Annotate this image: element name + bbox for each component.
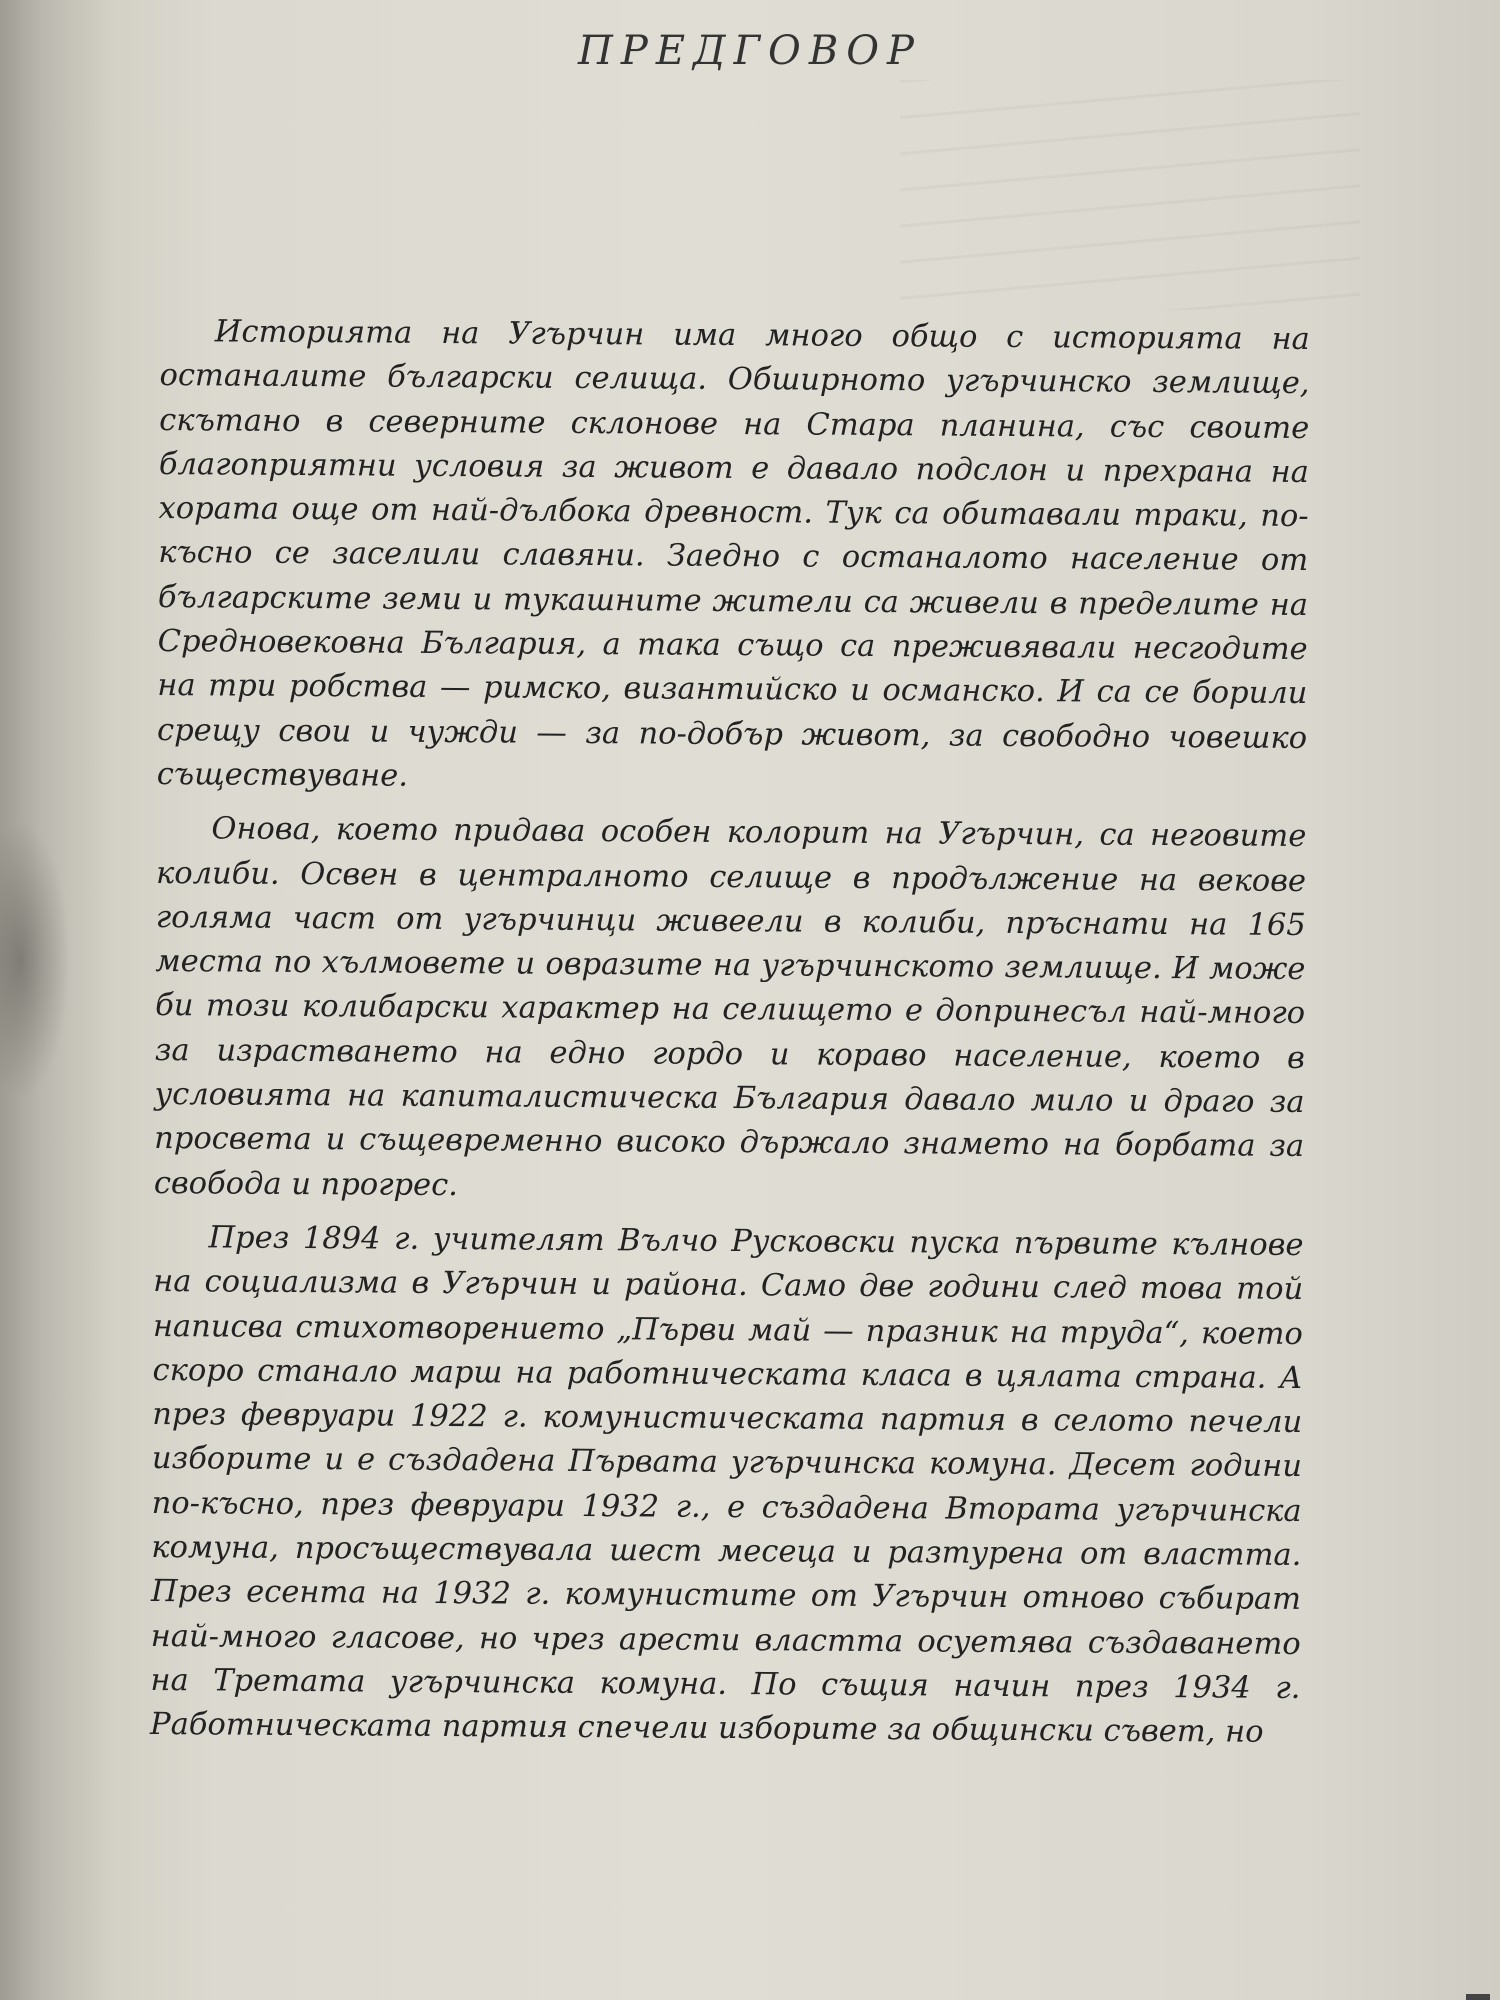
bleed-through-text xyxy=(900,80,1360,310)
page-title: ПРЕДГОВОР xyxy=(578,28,922,74)
paragraph-2: Онова, което придава особен колорит на Угърчин, са неговите колиби. Освен в централното селище в продължение на векове голяма част от угърчинци живеели в колиби, пръснати на 165 места по хълмовете и овразите на угърчинското землище. И може би този колибарски характер на селището е допринесъл най-много за израстването на едно гордо и кораво население, което в условията на капиталистическа България давало мило и драго за просвета и същевременно високо държало знамето на борбата за свобода и прогрес. xyxy=(153,811,1307,1203)
paragraph-1: Историята на Угърчин има много общо с историята на останалите български селища. Обширното угърчинско землище, скътано в северните склонове на Стара планина, със своите благоприятни условия за живот е давало подслон и прехрана на хората още от най-дълбока древност. Тук са обитавали траки, по-късно се заселили славяни. Заедно с останалото население от българските земи и тукашните жители са живели в пределите на Средновековна България, а така също са преживявали несгодите на три робства — римско, византийско и османско. И са се борили срещу свои и чужди — за по-добър живот, за свободно човешко съществуване. xyxy=(156,314,1310,794)
paragraph-3: През 1894 г. учителят Вълчо Русковски пуска първите кълнове на социализма в Угърчин и района. Само две години след това той написва стихотворението „Първи май — празник на труда“, което скоро станало марш на работническата класа в цялата страна. А през февруари 1922 г. комунистическата партия в селото печели изборите и е създадена Първата угърчинска комуна. Десет години по-късно, през февруари 1932 г., е създадена Втората угърчинска комуна, просъществувала шест месеца и разтурена от властта. През есента на 1932 г. комунистите от Угърчин отново събират най-много гласове, но чрез арести властта осуетява създаването на Третата угърчинска комуна. По същия начин през 1934 г. Работническата партия спечели изборите за общински съвет, но xyxy=(150,1220,1304,1750)
page-edge-mark xyxy=(1466,1994,1490,2000)
preface-text xyxy=(150,310,1310,1755)
binding-shadow xyxy=(0,820,70,1100)
